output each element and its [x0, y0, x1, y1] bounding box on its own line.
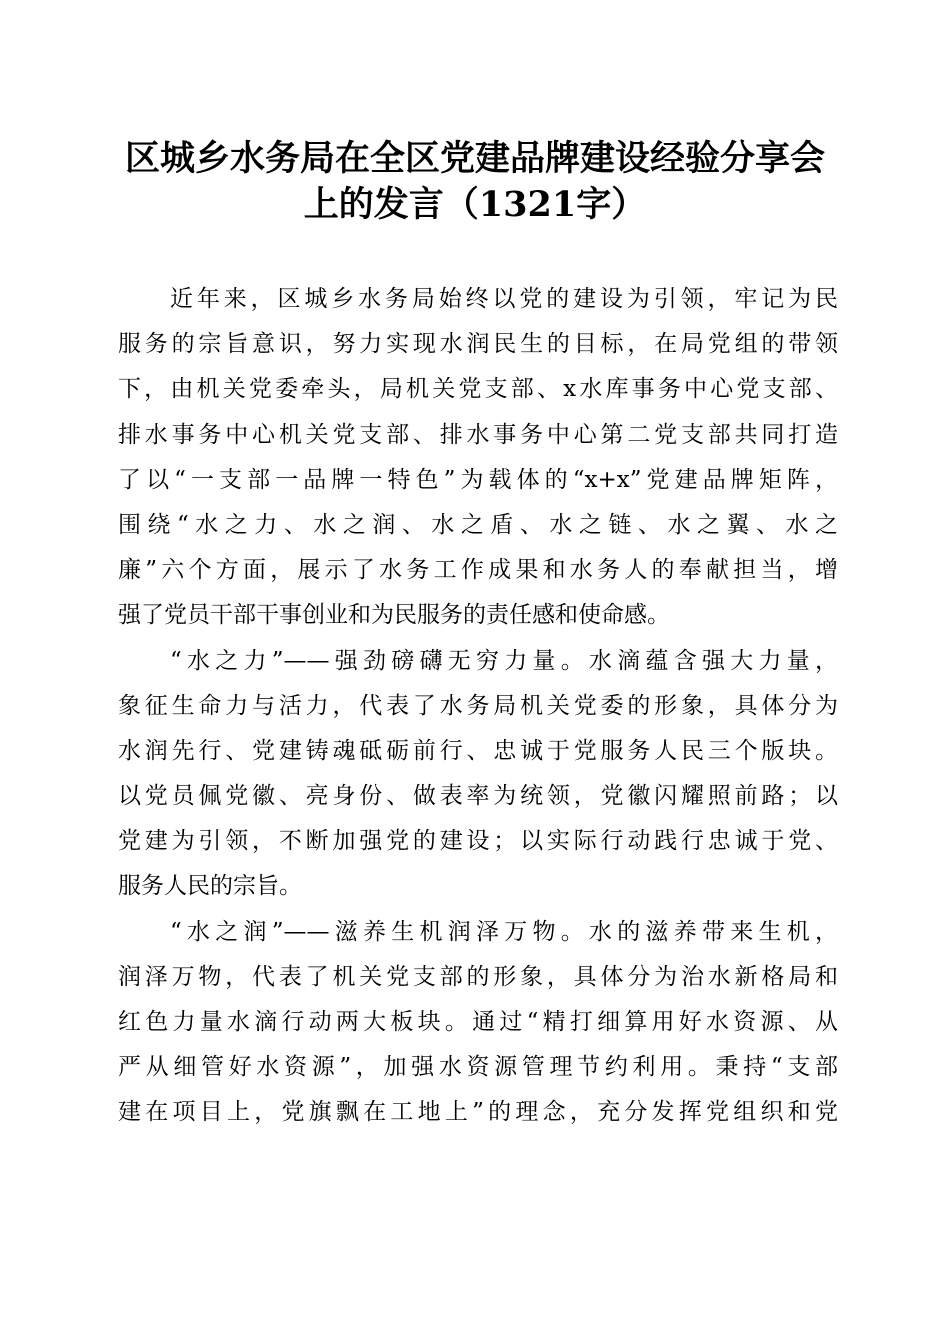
body-line: 党建为引领，不断加强党的建设；以实际行动践行忠诚于党、 — [118, 828, 838, 855]
document-title — [100, 136, 850, 228]
body-line: 强了党员干部干事创业和为民服务的责任感和使命感。 — [118, 602, 670, 629]
body-line: 围绕“水之力、水之润、水之盾、水之链、水之翼、水之 — [118, 511, 838, 538]
body-line: 水润先行、党建铸魂砥砺前行、忠诚于党服务人民三个版块。 — [118, 737, 838, 764]
body-line: 服务的宗旨意识，努力实现水润民生的目标，在局党组的带领 — [118, 331, 838, 358]
body-line: 下，由机关党委牵头，局机关党支部、x水库事务中心党支部、 — [118, 376, 838, 403]
body-line: 建在项目上，党旗飘在工地上”的理念，充分发挥党组织和党 — [118, 1099, 838, 1126]
body-line: 廉”六个方面，展示了水务工作成果和水务人的奉献担当，增 — [118, 557, 838, 584]
title-line-1: 区城乡水务局在全区党建品牌建设经验分享会 — [124, 138, 825, 179]
body-line: “水之力”——强劲磅礴无穷力量。水滴蕴含强大力量， — [170, 647, 838, 674]
body-line: 服务人民的宗旨。 — [118, 873, 302, 900]
body-line: “水之润”——滋养生机润泽万物。水的滋养带来生机， — [170, 918, 838, 945]
body-line: 润泽万物，代表了机关党支部的形象，具体分为治水新格局和 — [118, 963, 838, 990]
body-line: 以党员佩党徽、亮身份、做表率为统领，党徽闪耀照前路；以 — [118, 783, 838, 810]
body-line: 严从细管好水资源”，加强水资源管理节约利用。秉持“支部 — [118, 1054, 838, 1081]
body-line: 红色力量水滴行动两大板块。通过“精打细算用好水资源、从 — [118, 1009, 838, 1035]
title-line-2: 上的发言（1321字） — [303, 184, 647, 225]
body-line: 排水事务中心机关党支部、排水事务中心第二党支部共同打造 — [118, 421, 838, 448]
body-line: 象征生命力与活力，代表了水务局机关党委的形象，具体分为 — [118, 692, 838, 719]
document-body — [118, 277, 838, 1136]
body-line: 了以“一支部一品牌一特色”为载体的“x+x”党建品牌矩阵， — [118, 466, 838, 493]
body-line: 近年来，区城乡水务局始终以党的建设为引领，牢记为民 — [170, 286, 838, 312]
